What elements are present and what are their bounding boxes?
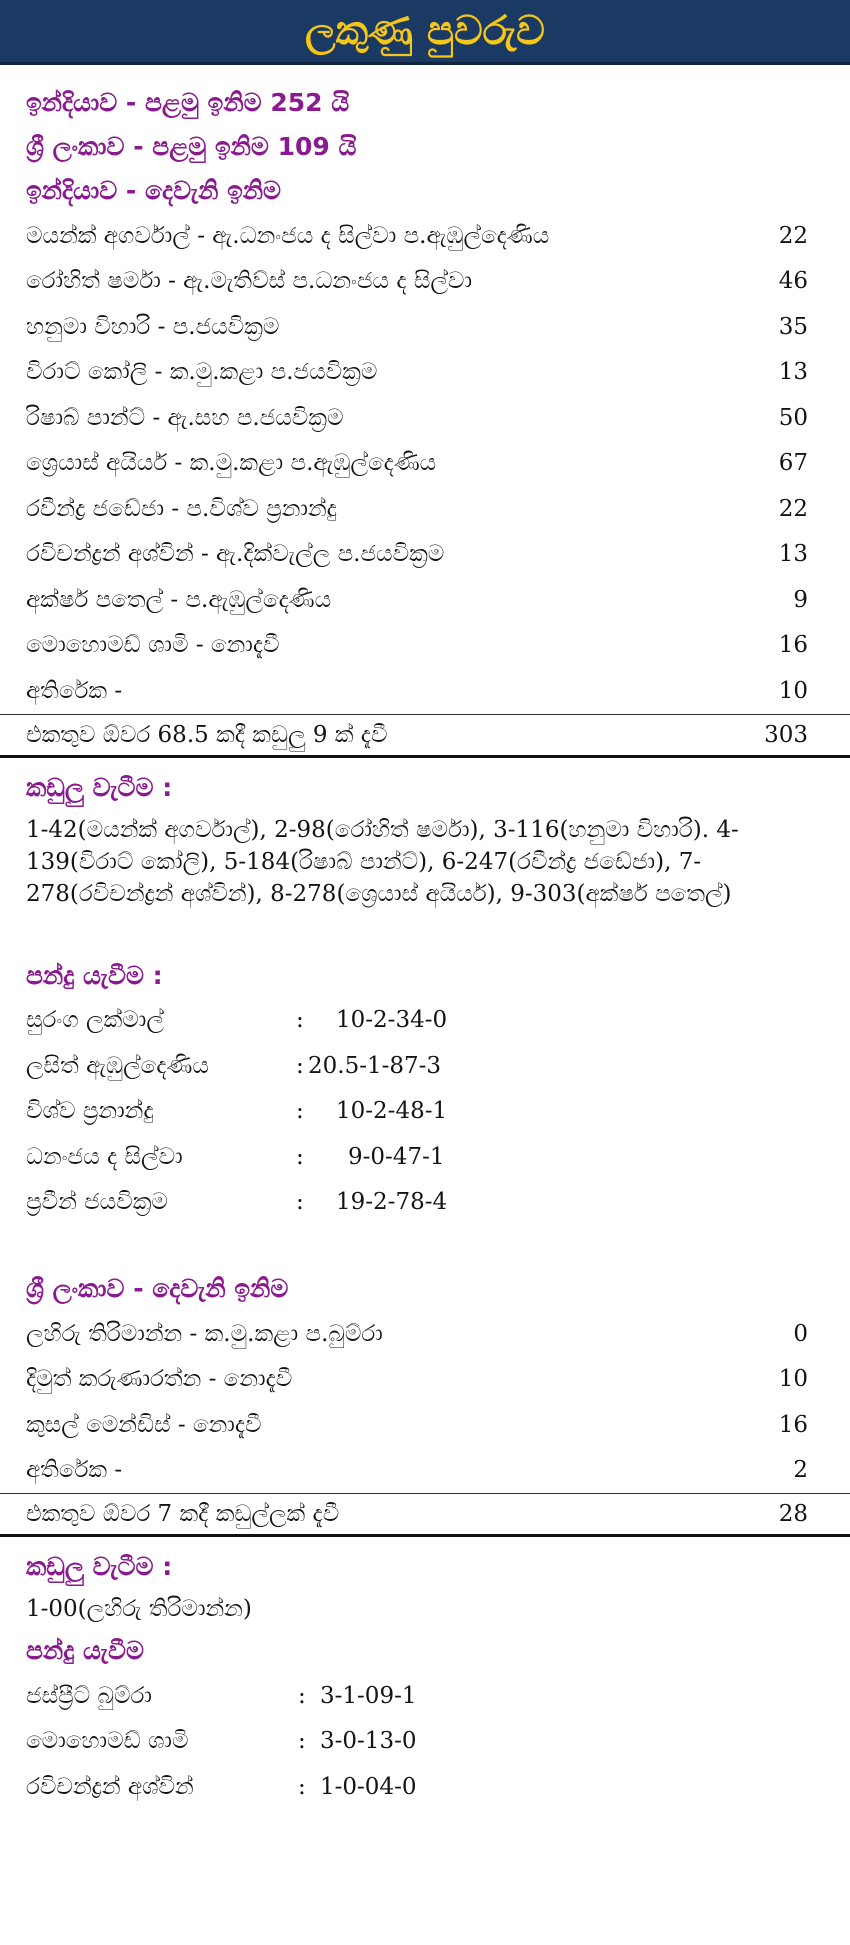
- bowler-row: [0, 1134, 850, 1180]
- total-runs: 303: [764, 721, 808, 748]
- sl-fow-heading: කඩුලු වැටීම :: [26, 1552, 173, 1581]
- batting-row: [0, 1357, 850, 1403]
- total-label: එකතුව ඕවර 7 කදී කඩුල්ලක් දැවී: [26, 1501, 340, 1527]
- india-bowling-heading: පන්දු යැවීම: [26, 1636, 144, 1665]
- batter-runs: 10: [778, 1366, 808, 1393]
- bowler-figures: 10-2-34-0: [336, 1007, 448, 1034]
- bowler-name: ලසිත් ඇඹුල්දෙණිය: [26, 1052, 209, 1079]
- bowler-name: සුරංග ලක්මාල්: [26, 1007, 164, 1034]
- batter-details: හනුමා විහාරි - ප.ජයවික්‍රම: [26, 313, 280, 340]
- bowler-figures: 3-0-13-0: [320, 1728, 417, 1755]
- batter-runs: 67: [778, 450, 808, 477]
- total-label: එකතුව ඕවර 68.5 කදී කඩුලු 9 ක් දැවී: [26, 721, 388, 748]
- separator: :: [296, 1189, 304, 1216]
- separator: :: [296, 1098, 304, 1125]
- extras-runs: 2: [793, 1457, 808, 1484]
- bowler-name: ධනංජය ද සිල්වා: [26, 1143, 183, 1170]
- bowler-figures: 9-0-47-1: [348, 1143, 445, 1170]
- batting-row: [0, 441, 850, 487]
- batting-row: [0, 532, 850, 578]
- batter-runs: 22: [778, 495, 808, 522]
- bowler-figures: 3-1-09-1: [320, 1682, 417, 1709]
- india-first-innings-summary: ඉන්දියාව - පළමු ඉනිම 252 යි: [26, 88, 350, 117]
- bowler-name: ජස්ප්‍රීට් බුම්රා: [26, 1682, 152, 1709]
- bowler-name: ප්‍රවීන් ජයවික්‍රම: [26, 1189, 168, 1216]
- bowler-name: විශ්ව ප්‍රනාන්දු: [26, 1098, 154, 1125]
- batting-row: [0, 1402, 850, 1448]
- batter-runs: 50: [778, 404, 808, 431]
- page-title: ලකුණු පුවරුව: [305, 8, 545, 54]
- india-second-innings-heading: ඉන්දියාව - දෙවැනි ඉනිම: [26, 176, 282, 205]
- bowler-figures: 1-0-04-0: [320, 1773, 417, 1800]
- total-runs: 28: [778, 1501, 808, 1527]
- india-fow-text: 1-42(මයන්ක් අගර්වාල්), 2-98(රෝහිත් ෂර්මා), 3-116(හනුමා විහාරි). 4-139(විරාට් කෝලි), 5-184(රිෂාබ් පාන්ට්), 6-247(රවීන්ද්‍ර ජඩේජා), 7-278(රවිචන්ද්‍රන් අශ්වින්), 8-278(ශ්‍රෙයාස් අයියර්), 9-303(අක්ෂර් පතෙල්): [26, 816, 739, 907]
- extras-runs: 10: [778, 677, 808, 704]
- sl-fow-text: 1-00(ලහිරු තිරිමාන්න): [26, 1596, 252, 1622]
- bowler-figures: 20.5-1-87-3: [308, 1052, 442, 1079]
- batter-details: දිමුත් කරුණාරත්න - නොදැවී: [26, 1366, 293, 1393]
- bowler-figures: 19-2-78-4: [336, 1189, 448, 1216]
- separator: :: [298, 1773, 306, 1800]
- bowler-row: [0, 1180, 850, 1226]
- separator: :: [296, 1143, 304, 1170]
- scorecard: [0, 65, 850, 1810]
- separator: :: [298, 1682, 306, 1709]
- batter-runs: 13: [778, 359, 808, 386]
- extras-label: අතිරේක -: [26, 677, 123, 704]
- separator: :: [296, 1007, 304, 1034]
- sl-batting-list: [0, 1311, 850, 1493]
- extras-row: [0, 668, 850, 714]
- extras-row: [0, 1448, 850, 1494]
- batter-details: රෝහිත් ෂර්මා - ඇ.මැතිව්ස් ප.ධනංජය ද සිල්වා: [26, 268, 473, 295]
- bowler-name: මොහොමඩ් ශාමි: [26, 1728, 189, 1755]
- batter-runs: 9: [793, 586, 808, 613]
- bowler-row: [0, 1089, 850, 1135]
- sl-total-row: [0, 1493, 850, 1537]
- batter-details: ශ්‍රෙයාස් අයියර් - ක.මු.කළා ප.ඇඹුල්දෙණිය: [26, 450, 437, 477]
- batting-row: [0, 395, 850, 441]
- bowler-name: රවිචන්ද්‍රන් අශ්වින්: [26, 1773, 194, 1800]
- batter-details: අක්ෂර් පතෙල් - ප.ඇඹුල්දෙණිය: [26, 586, 332, 613]
- batter-runs: 35: [778, 313, 808, 340]
- batting-row: [0, 1311, 850, 1357]
- batter-runs: 13: [778, 541, 808, 568]
- batter-runs: 22: [778, 222, 808, 249]
- batting-row: [0, 304, 850, 350]
- batter-details: රිෂාබ් පාන්ට් - ඇ.සහ ප.ජයවික්‍රම: [26, 404, 344, 431]
- batter-runs: 46: [778, 268, 808, 295]
- bowler-row: [0, 1719, 850, 1765]
- india-bowling-list: [0, 1673, 850, 1810]
- india-batting-list: [0, 213, 850, 714]
- batting-row: [0, 259, 850, 305]
- batter-runs: 0: [793, 1320, 808, 1347]
- india-total-row: [0, 714, 850, 758]
- sl-bowling-list: [0, 998, 850, 1226]
- batter-details: කුසල් මෙන්ඩිස් - නොදැවී: [26, 1411, 262, 1438]
- separator: :: [298, 1728, 306, 1755]
- bowler-row: [0, 998, 850, 1044]
- batting-row: [0, 213, 850, 259]
- batting-row: [0, 486, 850, 532]
- batter-details: රවිචන්ද්‍රන් අශ්වින් - ඇ.දික්වැල්ල ප.ජයවික්‍රම: [26, 541, 445, 568]
- batter-details: මොහොමඩ් ශාමි - නොදැවී: [26, 632, 280, 659]
- batter-runs: 16: [778, 1411, 808, 1438]
- batter-details: රවීන්ද්‍ර ජඩේජා - ප.විශ්ව ප්‍රනාන්දු: [26, 495, 337, 522]
- batter-details: ලහිරු තිරිමාන්න - ක.මු.කළා ප.බුම්රා: [26, 1320, 383, 1347]
- bowler-row: [0, 1043, 850, 1089]
- title-banner: [0, 0, 850, 65]
- india-fow-heading: කඩුලු වැටීම :: [26, 772, 173, 802]
- extras-label: අතිරේක -: [26, 1457, 123, 1484]
- batter-runs: 16: [778, 632, 808, 659]
- sl-second-innings-heading: ශ්‍රී ලංකාව - දෙවැනි ඉනිම: [26, 1274, 289, 1303]
- batting-row: [0, 577, 850, 623]
- batter-details: විරාට් කෝලි - ක.මු.කළා ප.ජයවික්‍රම: [26, 359, 378, 386]
- sl-first-innings-summary: ශ්‍රී ලංකාව - පළමු ඉනිම 109 යි: [26, 132, 357, 161]
- separator: :: [296, 1052, 304, 1079]
- bowler-row: [0, 1673, 850, 1719]
- sl-bowling-heading: පන්දු යැවීම :: [26, 960, 163, 990]
- batting-row: [0, 350, 850, 396]
- bowler-row: [0, 1764, 850, 1810]
- batting-row: [0, 623, 850, 669]
- bowler-figures: 10-2-48-1: [336, 1098, 448, 1125]
- batter-details: මයන්ක් අගර්වාල් - ඇ.ධනංජය ද සිල්වා ප.ඇඹුල්දෙණිය: [26, 222, 550, 249]
